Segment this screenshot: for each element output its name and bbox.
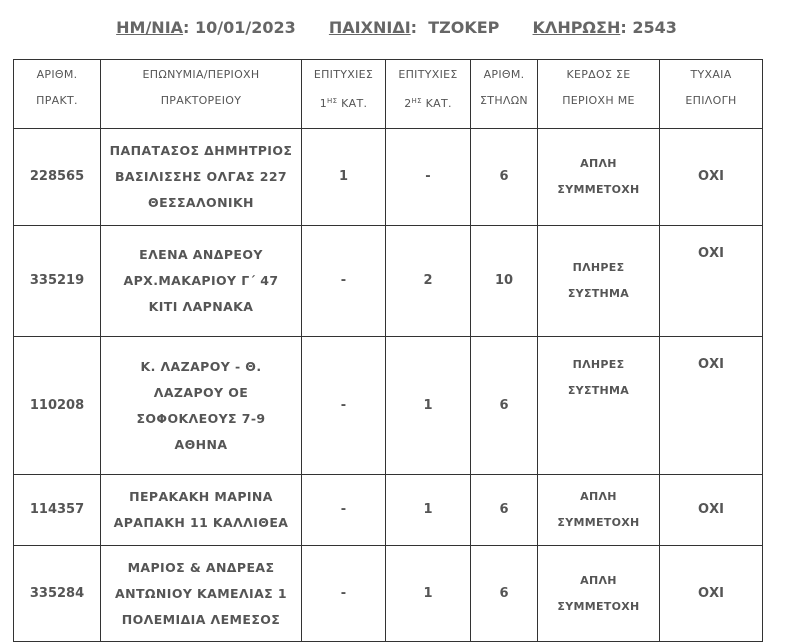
gain-type-cell: ΑΠΛΗ ΣΥΜΜΕΤΟΧΗ [538,475,660,546]
agent-name-cell: Κ. ΛΑΖΑΡΟΥ - Θ. ΛΑΖΑΡΟΥ ΟΕ ΣΟΦΟΚΛΕΟΥΣ 7-9 ΑΘΗΝΑ [101,337,302,475]
agent-no-cell: 114357 [14,475,101,546]
columns-count-cell: 6 [471,337,538,475]
gain-type-cell: ΑΠΛΗ ΣΥΜΜΕΤΟΧΗ [538,129,660,226]
agent-no-cell: 335219 [14,226,101,337]
random-choice-cell: ΟΧΙ [660,226,763,337]
columns-count-cell: 6 [471,129,538,226]
winners-table [13,59,763,642]
agent-no-cell: 228565 [14,129,101,226]
draw-value: 2543 [632,18,677,37]
table-row [14,129,763,226]
date-value: 10/01/2023 [195,18,296,37]
gain-type-cell: ΑΠΛΗ ΣΥΜΜΕΤΟΧΗ [538,546,660,642]
col-wins-cat1: ΕΠΙΤΥΧΙΕΣ $1^{H\Sigma}$ ΚΑΤ. [302,60,386,129]
draw-label: ΚΛΗΡΩΣΗ [532,18,621,37]
columns-count-cell: 10 [471,226,538,337]
random-choice-cell: ΟΧΙ [660,475,763,546]
columns-count-cell: 6 [471,475,538,546]
wins-cat1-cell: 1 [302,129,386,226]
col-gain-type: ΚΕΡΔΟΣ ΣΕ ΠΕΡΙΟΧΗ ΜΕ [538,60,660,129]
random-choice-cell: ΟΧΙ [660,129,763,226]
random-choice-cell: ΟΧΙ [660,337,763,475]
columns-count-cell: 6 [471,546,538,642]
agent-no-cell: 335284 [14,546,101,642]
wins-cat1-cell: - [302,475,386,546]
table-row [14,226,763,337]
col-agent-name: ΕΠΩΝΥΜΙΑ/ΠΕΡΙΟΧΗ ΠΡΑΚΤΟΡΕΙΟΥ [101,60,302,129]
draw-header: ΗΜ/ΝΙΑ: 10/01/2023 ΠΑΙΧΝΙΔΙ: ΤΖΟΚΕΡ ΚΛΗΡΩΣΗ: 2543 [116,18,677,37]
gain-type-cell: ΠΛΗΡΕΣ ΣΥΣΤΗΜΑ [538,226,660,337]
agent-no-cell: 110208 [14,337,101,475]
table-row [14,337,763,475]
game-label: ΠΑΙΧΝΙΔΙ [328,18,411,37]
wins-cat1-cell: - [302,226,386,337]
agent-name-cell: ΕΛΕΝΑ ΑΝΔΡΕΟΥ ΑΡΧ.ΜΑΚΑΡΙΟΥ Γ΄ 47 ΚΙΤΙ ΛΑΡΝΑΚΑ [101,226,302,337]
table-row [14,546,763,642]
agent-name-cell: ΠΕΡΑΚΑΚΗ ΜΑΡΙΝΑ ΑΡΑΠΑΚΗ 11 ΚΑΛΛΙΘΕΑ [101,475,302,546]
random-choice-cell: ΟΧΙ [660,546,763,642]
wins-cat2-cell: 1 [386,475,471,546]
game-value: ΤΖΟΚΕΡ [428,18,500,37]
col-wins-cat2: ΕΠΙΤΥΧΙΕΣ $2^{H\Sigma}$ ΚΑΤ. [386,60,471,129]
table-row [14,475,763,546]
date-label: ΗΜ/ΝΙΑ [116,18,184,37]
gain-type-cell: ΠΛΗΡΕΣ ΣΥΣΤΗΜΑ [538,337,660,475]
col-agent-no: ΑΡΙΘΜ. ΠΡΑΚΤ. [14,60,101,129]
wins-cat2-cell: 2 [386,226,471,337]
col-random-choice: ΤΥΧΑΙΑ ΕΠΙΛΟΓΗ [660,60,763,129]
agent-name-cell: ΜΑΡΙΟΣ & ΑΝΔΡΕΑΣ ΑΝΤΩΝΙΟΥ ΚΑΜΕΛΙΑΣ 1 ΠΟΛΕΜΙΔΙΑ ΛΕΜΕΣΟΣ [101,546,302,642]
col-columns-count: ΑΡΙΘΜ. ΣΤΗΛΩΝ [471,60,538,129]
wins-cat1-cell: - [302,546,386,642]
table-header-row [14,60,763,129]
agent-name-cell: ΠΑΠΑΤΑΣΟΣ ΔΗΜΗΤΡΙΟΣ ΒΑΣΙΛΙΣΣΗΣ ΟΛΓΑΣ 227 ΘΕΣΣΑΛΟΝΙΚΗ [101,129,302,226]
wins-cat2-cell: - [386,129,471,226]
wins-cat2-cell: 1 [386,546,471,642]
wins-cat1-cell: - [302,337,386,475]
wins-cat2-cell: 1 [386,337,471,475]
